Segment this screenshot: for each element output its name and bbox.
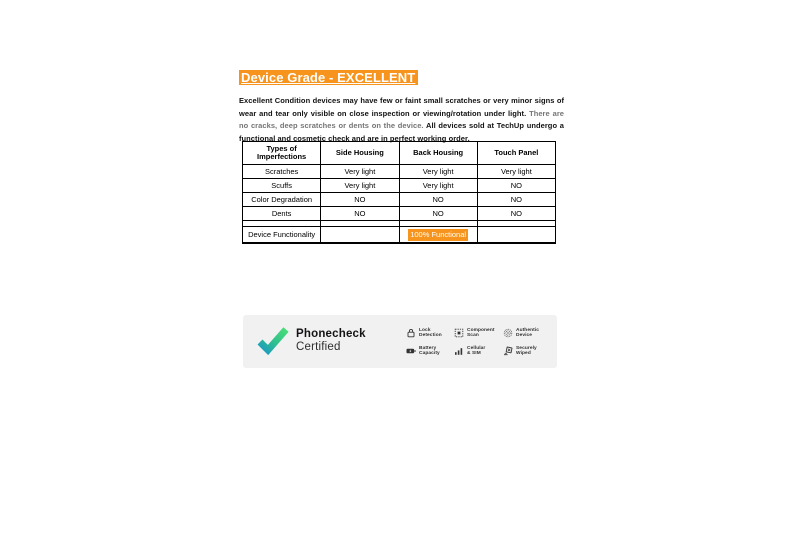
- column-header: Touch Panel: [477, 142, 555, 165]
- certified-feature: [406, 328, 454, 339]
- page-title: Device Grade - EXCELLENT: [239, 70, 418, 85]
- table-cell: NO: [477, 179, 555, 193]
- feature-label-line: Component: [467, 327, 495, 333]
- row-label: Scuffs: [243, 179, 321, 193]
- device-functionality-row: [243, 227, 556, 244]
- column-header: Types of Imperfections: [243, 142, 321, 165]
- fingerprint-icon: [503, 328, 513, 338]
- table-cell: Very light: [399, 165, 477, 179]
- table-cell: NO: [477, 207, 555, 221]
- table-cell: Very light: [321, 165, 399, 179]
- table-cell: Very light: [477, 165, 555, 179]
- description-part-2: There are no cracks, deep scratches or dents on the device.: [239, 108, 565, 131]
- description-paragraph: [239, 95, 564, 145]
- table-cell: [477, 227, 555, 244]
- table-row: [243, 179, 556, 193]
- table-row: [243, 165, 556, 179]
- certified-feature: [454, 328, 503, 339]
- phonecheck-certified-badge: [243, 315, 557, 368]
- table-cell: Very light: [399, 179, 477, 193]
- component-scan-icon: [454, 328, 464, 338]
- brand-text-block: [296, 328, 366, 353]
- certified-feature-label: [467, 328, 495, 339]
- lock-icon: [406, 328, 416, 338]
- certified-feature: [503, 328, 549, 339]
- feature-label-line: Battery: [419, 345, 437, 351]
- feature-label-line: Wiped: [516, 351, 531, 356]
- brand-subtitle: Certified: [296, 340, 341, 353]
- certified-features-grid: [406, 324, 549, 360]
- table-cell: [321, 227, 399, 244]
- certified-feature-label: [516, 346, 537, 357]
- row-label: Scratches: [243, 165, 321, 179]
- feature-label-line: Scan: [467, 333, 479, 338]
- row-label: Device Functionality: [243, 227, 321, 244]
- feature-label-line: Device: [516, 333, 533, 338]
- feature-label-line: Detection: [419, 333, 442, 338]
- feature-label-line: Authentic: [516, 327, 540, 333]
- description-part-1: Excellent Condition devices may have few or faint small scratches or very minor signs of wear and tear only visible on close inspection or viewing/rotation under light.: [239, 96, 564, 118]
- table-cell: NO: [399, 207, 477, 221]
- table-cell: NO: [399, 193, 477, 207]
- table-row: [243, 193, 556, 207]
- phonecheck-checkmark-icon: [256, 324, 290, 358]
- certified-feature: [454, 346, 503, 357]
- row-label: Color Degradation: [243, 193, 321, 207]
- table-cell: Very light: [321, 179, 399, 193]
- functional-status-highlight: 100% Functional: [410, 230, 467, 239]
- certified-feature: [503, 346, 549, 357]
- certified-feature-label: [516, 328, 539, 339]
- signal-bars-icon: [454, 346, 464, 356]
- table-header-row: [243, 142, 556, 165]
- table-cell: NO: [321, 193, 399, 207]
- certified-feature-label: [419, 328, 442, 339]
- battery-icon: [406, 346, 416, 356]
- column-header: Back Housing: [399, 142, 477, 165]
- certified-feature-label: [419, 346, 440, 357]
- table-row: [243, 207, 556, 221]
- feature-label-line: & SIM: [467, 351, 481, 356]
- feature-label-line: Lock: [419, 327, 431, 333]
- feature-label-line: Capacity: [419, 351, 440, 356]
- brand-name: Phonecheck: [296, 328, 366, 340]
- table-cell: [399, 227, 477, 244]
- table-cell: NO: [321, 207, 399, 221]
- column-header: Side Housing: [321, 142, 399, 165]
- table-cell: NO: [477, 193, 555, 207]
- row-label: Dents: [243, 207, 321, 221]
- certified-feature-label: [467, 346, 485, 357]
- imperfections-table: [242, 141, 556, 244]
- certified-feature: [406, 346, 454, 357]
- wipe-icon: [503, 346, 513, 356]
- feature-label-line: Securely: [516, 345, 537, 351]
- feature-label-line: Cellular: [467, 345, 486, 351]
- description-part-3: All devices sold at TechUp undergo a functional and cosmetic check and are in perfect working order.: [239, 121, 564, 143]
